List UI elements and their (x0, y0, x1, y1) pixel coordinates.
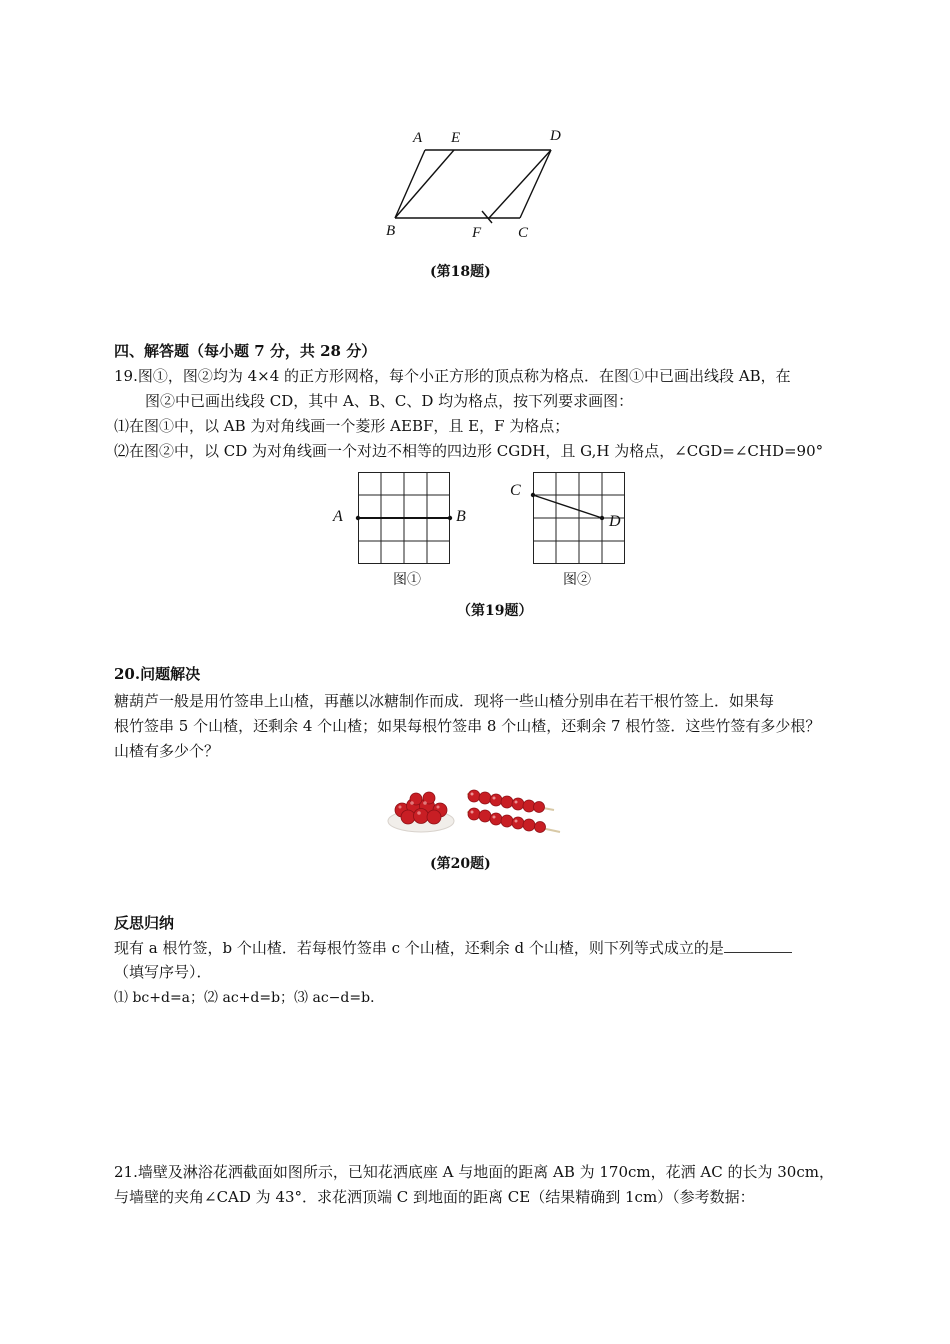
q19-line1: 19.图①，图②均为 4×4 的正方形网格，每个小正方形的顶点称为格点．在图①中已画出线段 AB，在 (114, 367, 791, 385)
grid2-caption: 图② (563, 572, 591, 588)
grid1-label-a: A (333, 508, 343, 525)
parallelogram (395, 150, 551, 223)
q19-part1: ⑴在图①中，以 AB 为对角线画一个菱形 AEBF，且 E，F 为格点； (114, 417, 570, 435)
side-ab (395, 150, 425, 218)
section-4-heading: 四、解答题（每小题 7 分，共 28 分） (114, 342, 377, 360)
q20-line2: 根竹签串 5 个山楂，还剩余 4 个山楂；如果每根竹签串 8 个山楂，还剩余 7 根竹签．这些竹签有多少根？ (114, 717, 821, 735)
fig19-caption: （第19题） (457, 603, 533, 619)
grid2-label-c: C (510, 482, 521, 499)
fig18-label-e: E (451, 130, 461, 146)
hawthorn-bowl-image (386, 785, 456, 835)
segment-be (395, 150, 454, 218)
fig20-caption: (第20题) (430, 856, 491, 872)
fig18-label-f: F (472, 225, 482, 241)
q20-title: 20.问题解决 (114, 665, 201, 683)
tanghulu-skewers-image (462, 788, 562, 838)
point-d (600, 516, 604, 520)
reflect-line2: （填写序号）． (114, 963, 212, 981)
point-a (356, 516, 360, 520)
segment-cd (533, 495, 602, 518)
answer-blank[interactable] (724, 938, 792, 953)
fig18-label-b: B (386, 223, 396, 239)
figure-18 (0, 0, 950, 260)
fig18-label-c: C (518, 225, 529, 241)
point-c (531, 493, 535, 497)
q20-line3: 山楂有多少个？ (114, 742, 220, 760)
grid2-label-d: D (609, 513, 621, 530)
q20-line1: 糖葫芦一般是用竹签串上山楂，再蘸以冰糖制作而成．现将一些山楂分别串在若干根竹签上．如果每 (114, 692, 775, 710)
q21-line1: 21.墙壁及淋浴花洒截面如图所示，已知花洒底座 A 与地面的距离 AB 为 170cm，花洒 AC 的长为 30cm， (114, 1163, 834, 1181)
side-dc (520, 150, 551, 218)
q19-line2: 图②中已画出线段 CD，其中 A、B、C、D 均为格点，按下列要求画图： (145, 392, 634, 410)
reflect-line1-wrap (114, 937, 792, 959)
grid1-label-b: B (456, 508, 466, 525)
grid1-caption: 图① (393, 572, 421, 588)
q19-grid-1 (358, 472, 450, 564)
fig18-label-d: D (550, 128, 561, 144)
reflect-options: ⑴ bc+d=a；⑵ ac+d=b；⑶ ac−d=b． (114, 990, 385, 1006)
segment-df (489, 150, 551, 218)
fig18-label-a: A (413, 130, 423, 146)
reflect-title: 反思归纳 (114, 914, 175, 932)
reflect-line1: 现有 a 根竹签，b 个山楂．若每根竹签串 c 个山楂，还剩余 d 个山楂，则下列等式成立的是 (114, 939, 724, 957)
q21-line2: 与墙壁的夹角∠CAD 为 43°．求花洒顶端 C 到地面的距离 CE（结果精确到 1cm）（参考数据： (114, 1188, 755, 1206)
point-b (448, 516, 452, 520)
fig18-caption: (第18题) (430, 264, 491, 280)
q19-part2: ⑵在图②中，以 CD 为对角线画一个对边不相等的四边形 CGDH，且 G,H 为格点，∠CGD=∠CHD=90° (114, 442, 824, 460)
